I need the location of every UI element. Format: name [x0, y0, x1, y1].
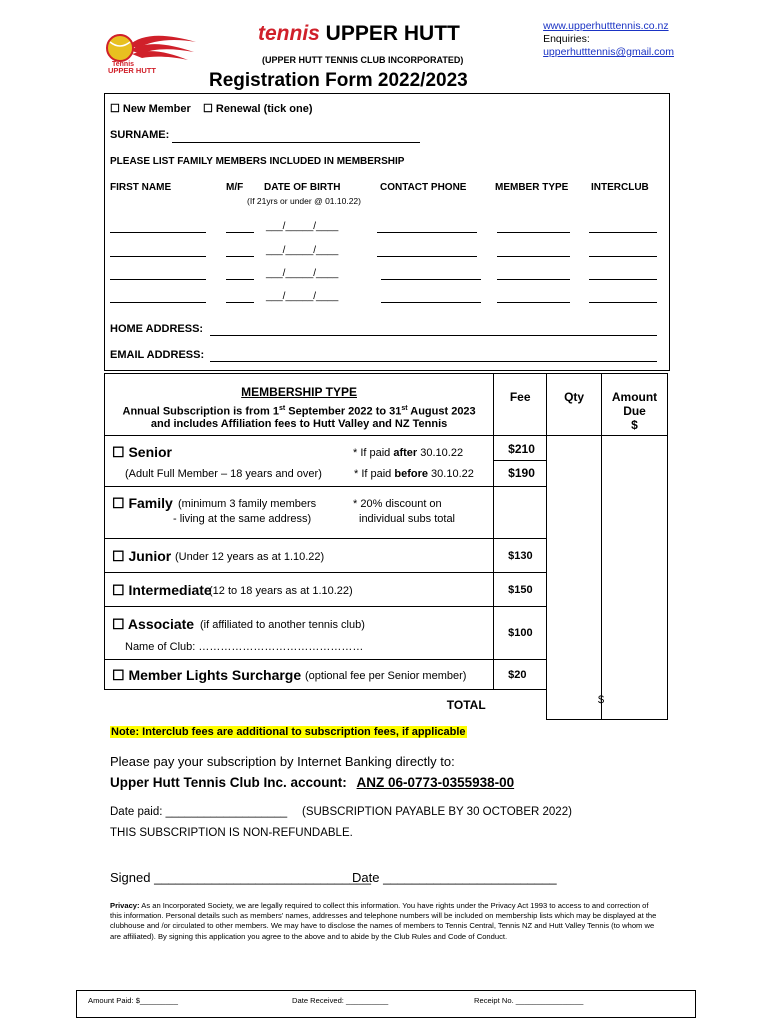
col-amount-3: $: [631, 418, 638, 432]
interclub-field[interactable]: [589, 232, 657, 233]
senior-fee-2: $190: [508, 466, 535, 480]
signed-field[interactable]: Signed ______________________________: [110, 870, 371, 885]
receipt-no[interactable]: Receipt No. ________________: [474, 996, 584, 1005]
surname-field[interactable]: [172, 142, 420, 143]
dob-field[interactable]: ___/_____/____: [266, 221, 339, 232]
membership-header-row: [105, 374, 668, 436]
first-name-field[interactable]: [110, 279, 206, 280]
senior-note-2: * If paid before 30.10.22: [354, 468, 474, 480]
contact-block: [543, 20, 674, 59]
phone-field[interactable]: [381, 302, 481, 303]
amount-column[interactable]: [602, 436, 668, 720]
account-label: Upper Hutt Tennis Club Inc. account:: [110, 775, 347, 790]
member-type-field[interactable]: [497, 279, 570, 280]
col-mf: M/F: [226, 182, 244, 193]
surname-label: SURNAME:: [110, 129, 170, 141]
qty-column[interactable]: [547, 436, 605, 720]
total-spacer: [494, 690, 547, 720]
privacy-statement: [110, 901, 662, 942]
total-label: TOTAL: [105, 690, 494, 720]
interclub-field[interactable]: [589, 256, 657, 257]
family-cell: [105, 487, 494, 539]
account-line: [110, 775, 514, 790]
col-first-name: FIRST NAME: [110, 182, 172, 193]
junior-desc: (Under 12 years as at 1.10.22): [175, 551, 325, 563]
col-amount: [602, 374, 668, 436]
date-received[interactable]: Date Received: __________: [292, 996, 389, 1005]
interclub-note: Note: Interclub fees are additional to subscription fees, if applicable: [111, 726, 466, 738]
junior-checkbox[interactable]: ☐ Junior: [112, 548, 172, 564]
total-amount[interactable]: $: [598, 694, 605, 706]
intermediate-checkbox[interactable]: ☐ Intermediate: [112, 582, 212, 598]
title-club: UPPER HUTT: [319, 22, 460, 45]
payment-instruction: Please pay your subscription by Internet Banking directly to:: [110, 754, 455, 769]
associate-cell: [105, 607, 494, 660]
senior-checkbox[interactable]: ☐ Senior: [112, 444, 173, 460]
col-dob: DATE OF BIRTH: [264, 182, 341, 193]
annual-line-1: Annual Subscription is from 1st September 2022 to 31st August 2023: [122, 405, 476, 418]
col-fee: Fee: [494, 374, 547, 436]
interclub-field[interactable]: [589, 302, 657, 303]
privacy-text: As an Incorporated Society, we are legally required to collect this information. You have rights under the Privacy Act 1993 to access to and correction of this information. Personal details such as members' names, addresses and telephone numbers will be included on membership lists which may be displayed at the clubhouse and /or circulated to other members. We may have to disclose the names of members to Tennis Central, Tennis NZ and Hutt Valley Tennis (to whom we are affiliated). By signing this application you agree to the above and to abide by the Club Rules and Code of Conduct.: [110, 901, 657, 941]
col-contact-phone: CONTACT PHONE: [380, 182, 467, 193]
family-checkbox[interactable]: ☐ Family: [112, 495, 173, 511]
member-type-field[interactable]: [497, 302, 570, 303]
family-note-1: * 20% discount on: [353, 498, 442, 510]
logo-text-1: Tennis: [112, 61, 135, 68]
email-address-field[interactable]: [210, 361, 657, 362]
new-member-checkbox[interactable]: ☐ New Member: [110, 103, 191, 115]
col-member-type: MEMBER TYPE: [495, 182, 569, 193]
lights-checkbox[interactable]: ☐ Member Lights Surcharge: [112, 667, 302, 683]
membership-heading-cell: [105, 374, 494, 436]
member-type-field[interactable]: [497, 232, 570, 233]
first-name-field[interactable]: [110, 232, 206, 233]
junior-fee: $130: [494, 539, 547, 573]
family-note-2: individual subs total: [359, 513, 456, 525]
email-link[interactable]: upperhutttennis@gmail.com: [543, 46, 674, 58]
first-name-field[interactable]: [110, 256, 206, 257]
col-amount-2: Due: [623, 404, 646, 418]
amount-paid[interactable]: Amount Paid: $_________: [88, 996, 178, 1005]
mf-field[interactable]: [226, 232, 254, 233]
member-type-field[interactable]: [497, 256, 570, 257]
senior-cell: [105, 436, 494, 487]
col-interclub: INTERCLUB: [591, 182, 649, 193]
phone-field[interactable]: [377, 256, 477, 257]
junior-cell: [105, 539, 494, 573]
date-paid[interactable]: Date paid: ___________________: [110, 806, 288, 818]
associate-checkbox[interactable]: ☐ Associate: [112, 616, 195, 632]
renewal-checkbox[interactable]: ☐ Renewal (tick one): [203, 103, 313, 115]
dob-field[interactable]: ___/_____/____: [266, 245, 339, 256]
associate-fee: $100: [494, 607, 547, 660]
sign-date-field[interactable]: Date ________________________: [352, 870, 557, 885]
lights-fee: $20: [494, 660, 547, 690]
dob-field[interactable]: ___/_____/____: [266, 291, 339, 302]
col-qty: Qty: [547, 374, 602, 436]
associate-desc: (if affiliated to another tennis club): [200, 619, 365, 631]
intermediate-fee: $150: [494, 573, 547, 607]
interclub-field[interactable]: [589, 279, 657, 280]
title-tennis: tennis: [258, 22, 320, 45]
phone-field[interactable]: [377, 232, 477, 233]
club-title: [258, 22, 460, 46]
family-desc-2: - living at the same address): [173, 513, 312, 525]
associate-club-field[interactable]: Name of Club: ………………………………………: [125, 641, 364, 653]
logo-text-2: UPPER HUTT: [108, 66, 156, 74]
senior-desc: (Adult Full Member – 18 years and over): [125, 468, 322, 480]
website-link[interactable]: www.upperhutttennis.co.nz: [543, 20, 669, 32]
enquiries-label: Enquiries:: [543, 33, 590, 45]
account-number: ANZ 06-0773-0355938-00: [356, 775, 515, 790]
non-refundable: THIS SUBSCRIPTION IS NON-REFUNDABLE.: [110, 827, 353, 839]
first-name-field[interactable]: [110, 302, 206, 303]
membership-heading: MEMBERSHIP TYPE: [241, 385, 357, 399]
col-amount-1: Amount: [611, 390, 658, 404]
senior-fee-1: $210: [494, 436, 546, 461]
form-title: Registration Form 2022/2023: [209, 70, 468, 91]
privacy-label: Privacy:: [110, 901, 140, 910]
club-subtitle: (UPPER HUTT TENNIS CLUB INCORPORATED): [262, 55, 464, 65]
home-address-label: HOME ADDRESS:: [110, 323, 204, 335]
senior-fee-cell: [494, 436, 547, 487]
senior-note-1: * If paid after 30.10.22: [353, 447, 464, 459]
phone-field[interactable]: [381, 279, 481, 280]
family-fee-cell: [494, 487, 547, 539]
club-logo: [98, 24, 198, 74]
senior-row: [105, 436, 668, 487]
lights-desc: (optional fee per Senior member): [305, 670, 467, 682]
intermediate-cell: [105, 573, 494, 607]
mf-field[interactable]: [226, 302, 254, 303]
payable-by: (SUBSCRIPTION PAYABLE BY 30 OCTOBER 2022): [302, 806, 572, 818]
intermediate-desc: (12 to 18 years as at 1.10.22): [209, 585, 353, 597]
mf-field[interactable]: [226, 279, 254, 280]
family-desc-1: (minimum 3 family members: [178, 498, 317, 510]
email-address-label: EMAIL ADDRESS:: [110, 349, 205, 361]
dob-note: (If 21yrs or under @ 01.10.22): [247, 196, 361, 206]
annual-line-2: and includes Affiliation fees to Hutt Valley and NZ Tennis: [150, 417, 448, 430]
mf-field[interactable]: [226, 256, 254, 257]
home-address-field[interactable]: [210, 335, 657, 336]
family-heading: PLEASE LIST FAMILY MEMBERS INCLUDED IN MEMBERSHIP: [110, 156, 405, 167]
membership-table: [104, 373, 668, 720]
dob-field[interactable]: ___/_____/____: [266, 268, 339, 279]
lights-cell: [105, 660, 494, 690]
